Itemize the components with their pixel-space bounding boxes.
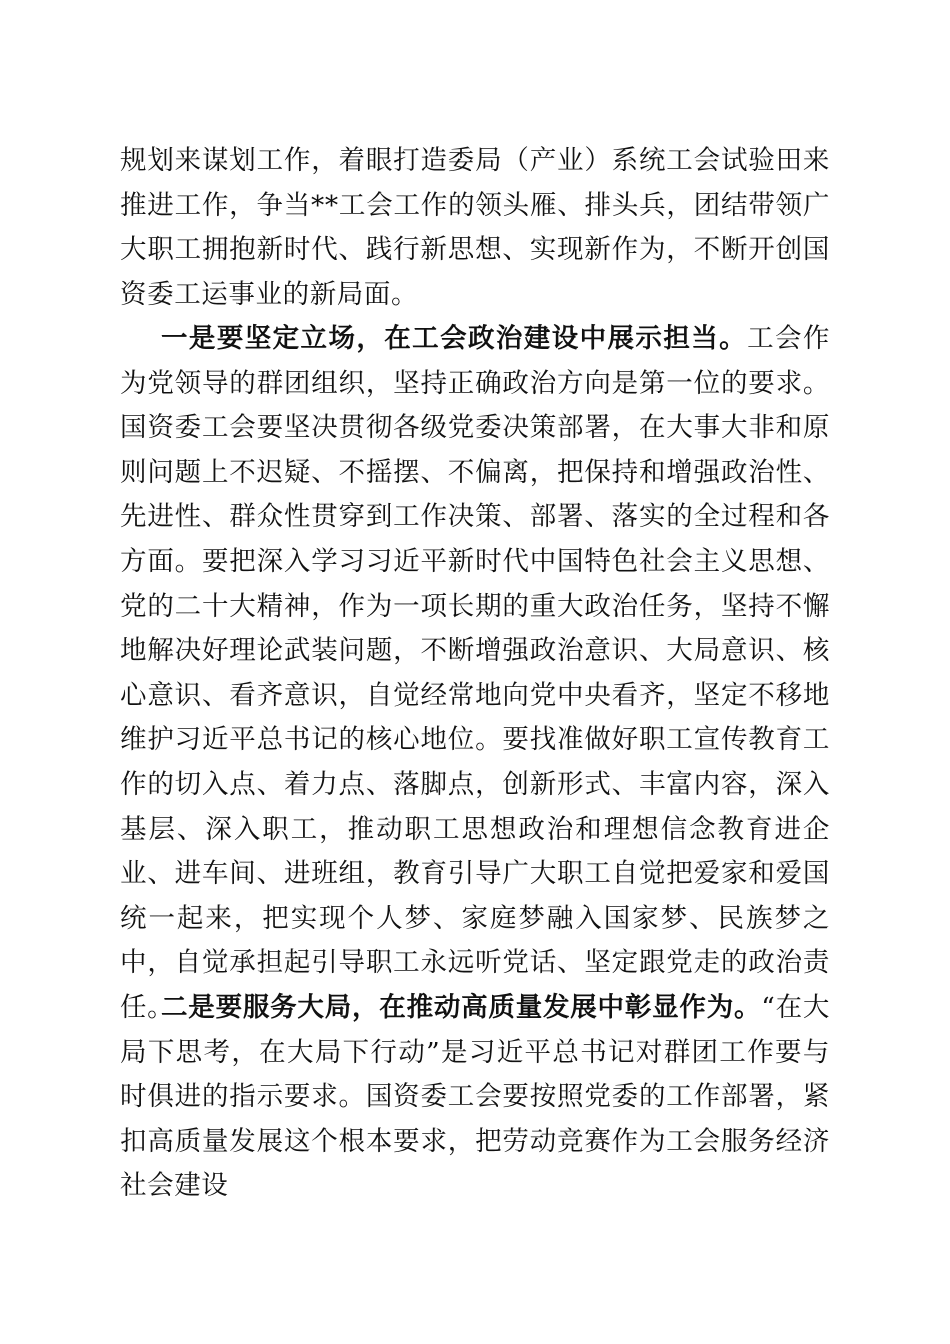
paragraph-serve-overall: [120, 986, 830, 1202]
paragraph-lead-heading: 二是要服务大局，在推动高质量发展中彰显作为。: [161, 992, 762, 1023]
paragraph-continuation: [120, 139, 830, 317]
paragraph-text: 工会作为党领导的群团组织，坚持正确政治方向是第一位的要求。国资委工会要坚决贯彻各级党委决策部署，在大事大非和原则问题上不迟疑、不摇摆、不偏离，把保持和增强政治性、先进性、群众性贯穿到工作决策、部署、落实的全过程和各方面。要把深入学习习近平新时代中国特色社会主义思想、党的二十大精神，作为一项长期的重大政治任务，坚持不懈地解决好理论武装问题，不断增强政治意识、大局意识、核心意识、看齐意识，自觉经常地向党中央看齐，坚定不移地维护习近平总书记的核心地位。要找准做好职工宣传教育工作的切入点、着力点、落脚点，创新形式、丰富内容，深入基层、深入职工，推动职工思想政治和理想信念教育进企业、进车间、进班组，教育引导广大职工自觉把爱家和爱国统一起来，把实现个人梦、家庭梦融入国家梦、民族梦之中，自觉承担起引导职工永远听党话、坚定跟党走的政治责任。: [120, 323, 830, 1023]
paragraph-lead-heading: 一是要坚定立场，在工会政治建设中展示担当。: [161, 323, 748, 354]
document-body: [120, 139, 830, 1202]
paragraph-text: 规划来谋划工作，着眼打造委局（产业）系统工会试验田来推进工作，争当**工会工作的领头雁、排头兵，团结带领广大职工拥抱新时代、践行新思想、实现新作为，不断开创国资委工运事业的新局面。: [120, 145, 830, 310]
paragraph-text: “在大局下思考，在大局下行动”是习近平总书记对群团工作要与时俱进的指示要求。国资委工会要按照党委的工作部署，紧扣高质量发展这个根本要求，把劳动竞赛作为工会服务经济社会建设: [120, 992, 830, 1202]
